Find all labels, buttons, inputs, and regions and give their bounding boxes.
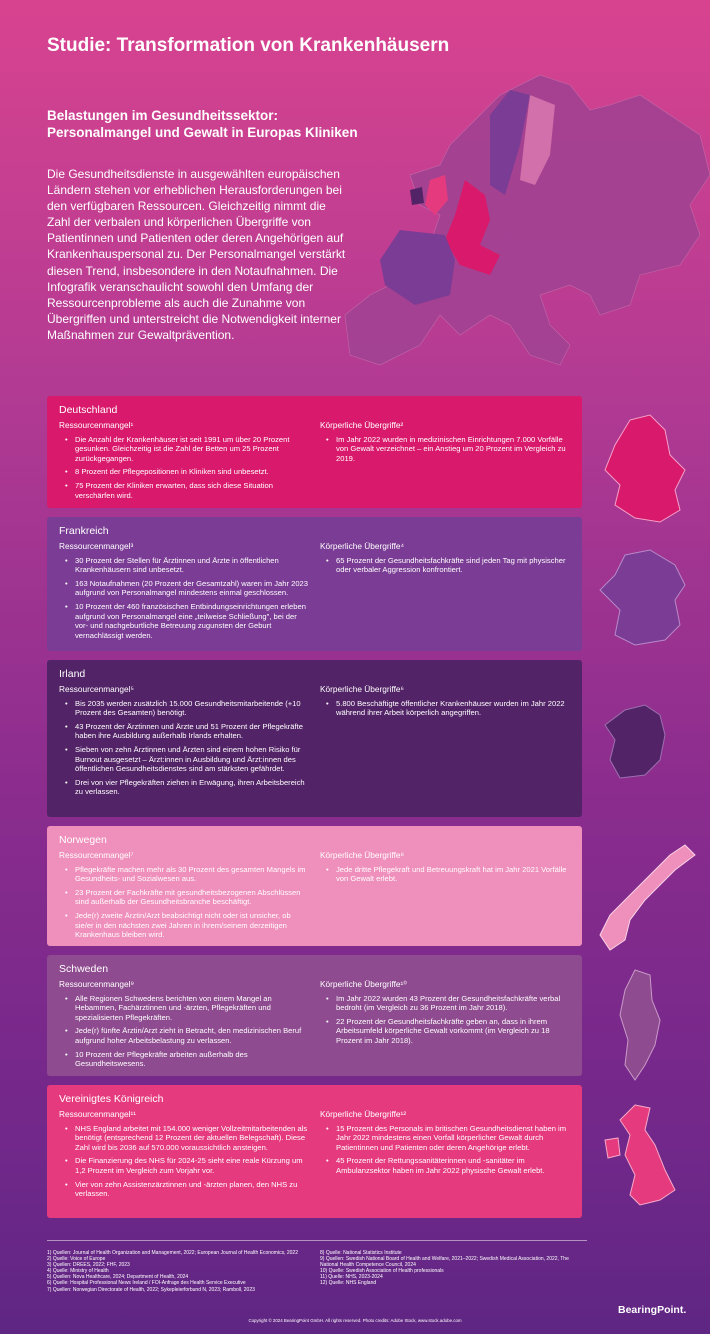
- list-item: • 65 Prozent der Gesundheitsfachkräfte sind jeden Tag mit physischer oder verbaler Aggression konfrontiert.: [320, 556, 570, 575]
- list-item: • Die Anzahl der Krankenhäuser ist seit 1991 um über 20 Prozent gesunken. Gleichzeitig ist die Zahl der Betten um 25 Prozent zurückgegangen.: [59, 435, 309, 464]
- resource-column: [59, 851, 309, 944]
- footnote: 1) Quellen: Journal of Health Organization and Management, 2022; European Journal of Health Economics, 2022: [47, 1250, 298, 1256]
- list-item: • 8 Prozent der Pflegepositionen in Kliniken sind unbesetzt.: [59, 467, 309, 477]
- column-heading: Körperliche Übergriffe¹²: [320, 1109, 407, 1119]
- resource-column: [59, 542, 309, 644]
- ireland-silhouette-icon: [590, 690, 700, 810]
- list-item: • 15 Prozent des Personals im britischen Gesundheitsdienst haben im Jahr 2022 mindestens einen Vorfall körperlicher Gewalt durch Patientinnen und Patienten oder deren Angehörige erlebt.: [320, 1124, 570, 1153]
- list-item: • 22 Prozent der Gesundheitsfachkräfte geben an, dass in ihrem Arbeitsumfeld körperliche Gewalt vorkommt (im Vergleich zu 18 Prozent im Jahr 2018).: [320, 1017, 570, 1046]
- violence-column: [320, 685, 570, 722]
- country-name: Irland: [59, 668, 86, 680]
- footnote: 12) Quelle: NHS England: [320, 1280, 377, 1287]
- page-subtitle: Belastungen im Gesundheitssektor: Personalmangel und Gewalt in Europas Kliniken: [47, 108, 358, 140]
- resource-column: [59, 685, 309, 801]
- country-name: Deutschland: [59, 404, 118, 416]
- france-silhouette-icon: [590, 540, 700, 660]
- country-name: Schweden: [59, 963, 109, 975]
- list-item: • Pflegekräfte machen mehr als 30 Prozent des gesamten Mangels im Gesundheits- und Sozialwesen aus.: [59, 865, 309, 884]
- list-item: • Sieben von zehn Ärztinnen und Ärzten sind einem hohen Risiko für Burnout ausgesetzt – Ärzt:innen in Ausbildung und Ärzt:innen des öffentlichen Gesundheitsdienstes sind am stärksten gefährdet.: [59, 745, 309, 774]
- list-item: • Bis 2035 werden zusätzlich 15.000 Gesundheitsmitarbeitende (+10 Prozent des Gesamten) benötigt.: [59, 699, 309, 718]
- footnote: 8) Quelle: National Statistics Institute: [320, 1250, 402, 1256]
- footnote: 7) Quellen: Norwegian Directorate of Health, 2022; Sykepleierforbund N, 2023; Ramboll, 2023: [47, 1286, 255, 1293]
- germany-silhouette-icon: [590, 410, 700, 530]
- resource-column: [59, 1110, 309, 1203]
- list-item: • 10 Prozent der Pflegekräfte arbeiten außerhalb des Gesundheitswesens.: [59, 1050, 309, 1069]
- list-item: • 30 Prozent der Stellen für Ärztinnen und Ärzte in öffentlichen Krankenhäusern sind unbesetzt.: [59, 556, 309, 575]
- page-title: Studie: Transformation von Krankenhäusern: [47, 35, 450, 56]
- footnote: 9) Quellen: Swedish National Board of Health and Welfare, 2021–2022; Swedish Medical Association, 2022, The National Health Competence Council, 2024: [320, 1256, 569, 1269]
- column-heading: Ressourcenmangel⁷: [59, 850, 134, 860]
- column-heading: Ressourcenmangel⁹: [59, 979, 135, 989]
- list-item: • Alle Regionen Schwedens berichten von einem Mangel an Hebammen, Fachärztinnen und -ärzten, Pflegekräften und spezialisierten Pflegekräften.: [59, 994, 309, 1023]
- violence-column: [320, 542, 570, 579]
- europe-map-image: [340, 65, 710, 375]
- list-item: • 45 Prozent der Rettungssanitäterinnen und -sanitäter im Ambulanzsektor haben im Jahr 2022 physische Gewalt erlebt.: [320, 1156, 570, 1175]
- list-item: • Im Jahr 2022 wurden in medizinischen Einrichtungen 7.000 Vorfälle von Gewalt verzeichnet – ein Anstieg um 20 Prozent im Vergleich zu 2019.: [320, 435, 570, 464]
- column-heading: Körperliche Übergriffe¹⁰: [320, 979, 407, 989]
- list-item: • Die Finanzierung des NHS für 2024-25 sieht eine reale Kürzung um 1,2 Prozent im Vergleich zum Vorjahr vor.: [59, 1156, 309, 1175]
- copyright-text: Copyright © 2024 BearingPoint GmbH. All rights reserved. Photo credits: Adobe Stock, www.stock.adobe.com: [248, 1318, 462, 1323]
- footnotes-left: [47, 1250, 307, 1293]
- list-item: • Jede(r) fünfte Ärztin/Arzt zieht in Betracht, den medizinischen Beruf aufgrund hoher Arbeitsbelastung zu verlassen.: [59, 1026, 309, 1045]
- list-item: • Jede(r) zweite Ärztin/Arzt beabsichtigt nicht oder ist unsicher, ob sie/er in den nächsten zwei Jahren in ihrem/seinem derzeitigen Krankenhaus bleiben wird.: [59, 911, 309, 940]
- violence-column: [320, 421, 570, 467]
- column-heading: Ressourcenmangel⁵: [59, 684, 134, 694]
- country-name: Frankreich: [59, 525, 109, 537]
- list-item: • Vier von zehn Assistenzärztinnen und -ärzten planen, den NHS zu verlassen.: [59, 1180, 309, 1199]
- list-item: • 5.800 Beschäftigte öffentlicher Krankenhäuser wurden im Jahr 2022 während ihrer Arbeit körperlich angegriffen.: [320, 699, 570, 718]
- footnote: 5) Quellen: Nova Healthcare, 2024; Department of Health, 2024: [47, 1274, 189, 1281]
- footnotes-right: [320, 1250, 580, 1287]
- footnote: 2) Quelle: Voice of Europe: [47, 1256, 106, 1263]
- list-item: • 10 Prozent der 460 französischen Entbindungseinrichtungen erleben aufgrund von Personalmangel eine „teilweise Schließung", bei der vor- und nachgeburtliche Betreuung zugunsten der Geburt vernachlässigt werden.: [59, 602, 309, 640]
- resource-column: [59, 980, 309, 1073]
- list-item: • Drei von vier Pflegekräften ziehen in Erwägung, ihren Arbeitsbereich zu verlassen.: [59, 778, 309, 797]
- column-heading: Ressourcenmangel¹: [59, 420, 134, 430]
- bearingpoint-logo: BearingPoint.: [618, 1304, 687, 1316]
- footer-divider: [47, 1240, 587, 1241]
- list-item: • 43 Prozent der Ärztinnen und Ärzte und 51 Prozent der Pflegekräfte haben ihre Ausbildung außerhalb Irlands erhalten.: [59, 722, 309, 741]
- country-card-deutschland: [47, 396, 582, 508]
- list-item: • 163 Notaufnahmen (20 Prozent der Gesamtzahl) waren im Jahr 2023 aufgrund von Personalmangel mindestens einmal geschlossen.: [59, 579, 309, 598]
- column-heading: Ressourcenmangel³: [59, 541, 134, 551]
- list-item: • 23 Prozent der Fachkräfte mit gesundheitsbezogenen Abschlüssen sind außerhalb der Gesundheitsbranche beschäftigt.: [59, 888, 309, 907]
- violence-column: [320, 851, 570, 888]
- country-card-vereinigtes-koenigreich: [47, 1085, 582, 1218]
- footnote: 10) Quelle: Swedish Association of Health professionals: [320, 1268, 444, 1275]
- column-heading: Körperliche Übergriffe²: [320, 420, 404, 430]
- footnote: 6) Quelle: Hospital Professional News Ireland / FOI-Anfrage des Health Service Executive: [47, 1280, 246, 1287]
- country-card-frankreich: [47, 517, 582, 651]
- norway-silhouette-icon: [590, 840, 700, 960]
- footnote: 3) Quellen: DREES, 2022; FHF, 2023: [47, 1262, 130, 1269]
- list-item: • Im Jahr 2022 wurden 43 Prozent der Gesundheitsfachkräfte verbal bedroht (im Vergleich zu 36 Prozent im Jahr 2018).: [320, 994, 570, 1013]
- footnote: 4) Quelle: Ministry of Health: [47, 1268, 109, 1275]
- column-heading: Körperliche Übergriffe⁶: [320, 684, 404, 694]
- column-heading: Körperliche Übergriffe⁴: [320, 541, 405, 551]
- country-name: Norwegen: [59, 834, 107, 846]
- column-heading: Ressourcenmangel¹¹: [59, 1109, 137, 1119]
- column-heading: Körperliche Übergriffe⁸: [320, 850, 405, 860]
- list-item: • Jede dritte Pflegekraft und Betreuungskraft hat im Jahr 2021 Vorfälle von Gewalt erlebt.: [320, 865, 570, 884]
- uk-silhouette-icon: [590, 1100, 700, 1220]
- list-item: • 75 Prozent der Kliniken erwarten, dass sich diese Situation verschärfen wird.: [59, 481, 309, 500]
- country-card-schweden: [47, 955, 582, 1076]
- footnote: 11) Quelle: NHS, 2023-2024: [320, 1274, 383, 1281]
- violence-column: [320, 1110, 570, 1180]
- violence-column: [320, 980, 570, 1050]
- sweden-silhouette-icon: [590, 965, 700, 1085]
- country-card-norwegen: [47, 826, 582, 946]
- country-card-irland: [47, 660, 582, 817]
- list-item: • NHS England arbeitet mit 154.000 weniger Vollzeitmitarbeitenden als benötigt (entsprechend 12 Prozent der aktuellen Belegschaft). Diese Zahl wird bis 2036 auf 570.000 voraussichtlich ansteigen.: [59, 1124, 309, 1153]
- resource-column: [59, 421, 309, 504]
- country-name: Vereinigtes Königreich: [59, 1093, 164, 1105]
- intro-text: Die Gesundheitsdienste in ausgewählten europäischen Ländern stehen vor erheblichen Herausforderungen bei den verfügbaren Ressourcen. Gleichzeitig nimmt die Zahl der verbalen und körperlichen Übergriffe von Patientinnen und Patienten oder deren Angehörigen auf Krankenhauspersonal zu. Der Personalmangel verstärkt diesen Trend, insbesondere in den Notaufnahmen. Die Infografik veranschaulicht sowohl den Umfang der Ressourcenprobleme als auch die Zunahme von Übergriffen und unterstreicht die Notwendigkeit interner Maßnahmen zur Gewaltprävention.: [47, 167, 346, 342]
